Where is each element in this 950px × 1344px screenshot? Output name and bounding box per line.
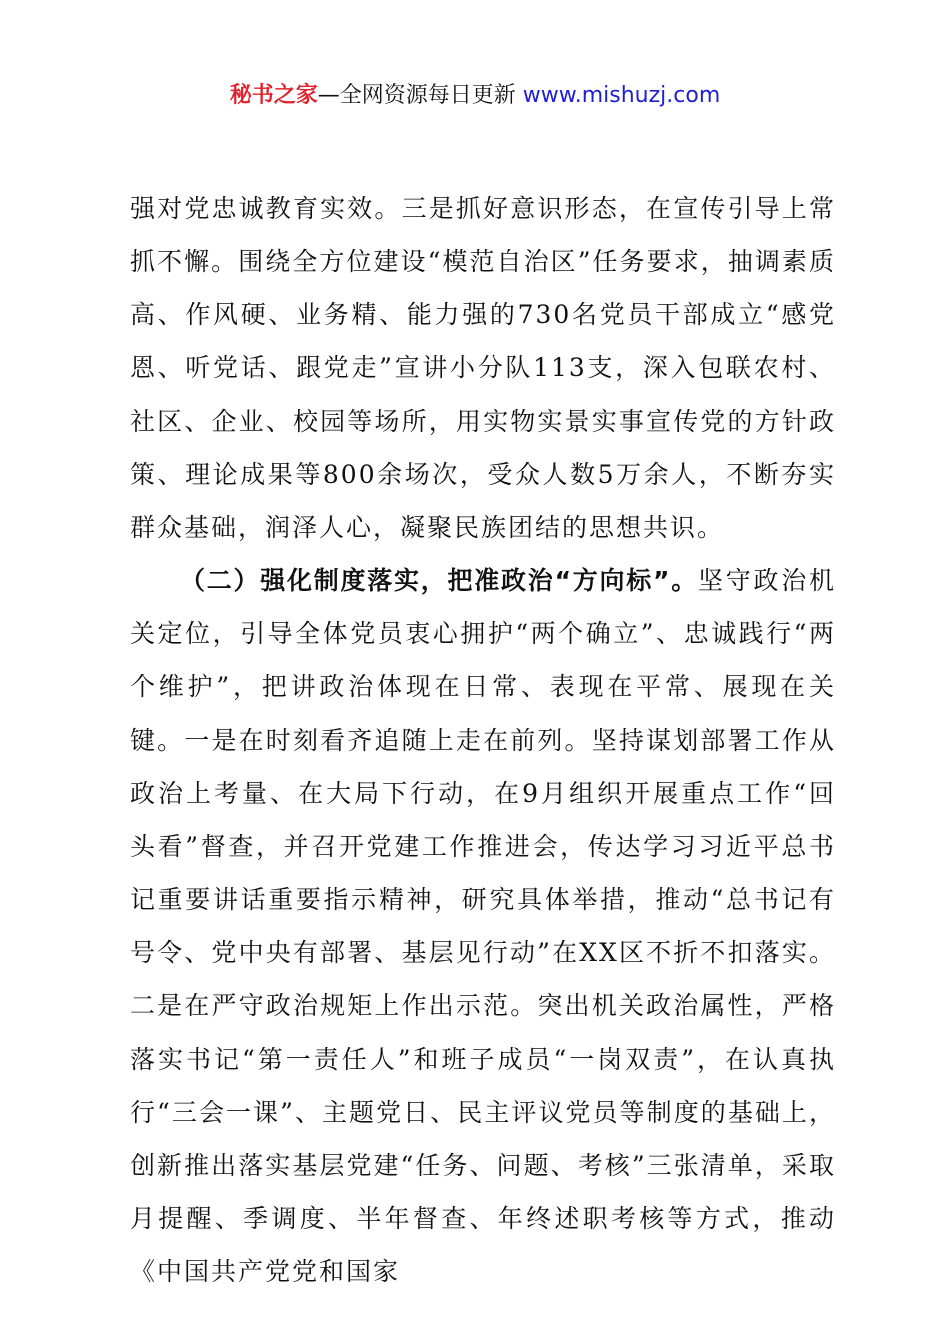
brand-name: 秘书之家 (229, 83, 318, 108)
paragraph-2-text: 坚守政治机关定位，引导全体党员衷心拥护“两个确立”、忠诚践行“两个维护”，把讲政治体现在日常、表现在平常、展现在关键。一是在时刻看齐追随上走在前列。坚持谋划部署工作从政治上考量、在大局下行动，在9月组织开展重点工作“回头看”督查，并召开党建工作推进会，传达学习习近平总书记重要讲话重要指示精神，研究具体举措，推动“总书记有号令、党中央有部署、基层见行动”在XX区不折不扣落实。二是在严守政治规矩上作出示范。突出机关政治属性，严格落实书记“第一责任人”和班子成员“一岗双责”，在认真执行“三会一课”、主题党日、民主评议党员等制度的基础上，创新推出落实基层党建“任务、问题、考核”三张清单，采取月提醒、季调度、半年督查、年终述职考核等方式，推动《中国共产党党和国家 (130, 566, 836, 1287)
page-header (0, 78, 950, 114)
section-heading: （二）强化制度落实，把准政治“方向标”。 (180, 566, 698, 596)
document-body (130, 182, 836, 1298)
paragraph-1: 强对党忠诚教育实效。三是抓好意识形态，在宣传引导上常抓不懈。围绕全方位建设“模范自治区”任务要求，抽调素质高、作风硬、业务精、能力强的730名党员干部成立“感党恩、听党话、跟党走”宣讲小分队113支，深入包联农村、社区、企业、校园等场所，用实物实景实事宣传党的方针政策、理论成果等800余场次，受众人数5万余人，不断夯实群众基础，润泽人心，凝聚民族团结的思想共识。 (130, 194, 836, 542)
header-slogan: 全网资源每日更新 (339, 83, 523, 108)
header-separator: — (317, 83, 340, 108)
paragraph-2 (130, 554, 836, 1298)
header-url-link[interactable]: www.mishuzj.com (522, 83, 721, 108)
